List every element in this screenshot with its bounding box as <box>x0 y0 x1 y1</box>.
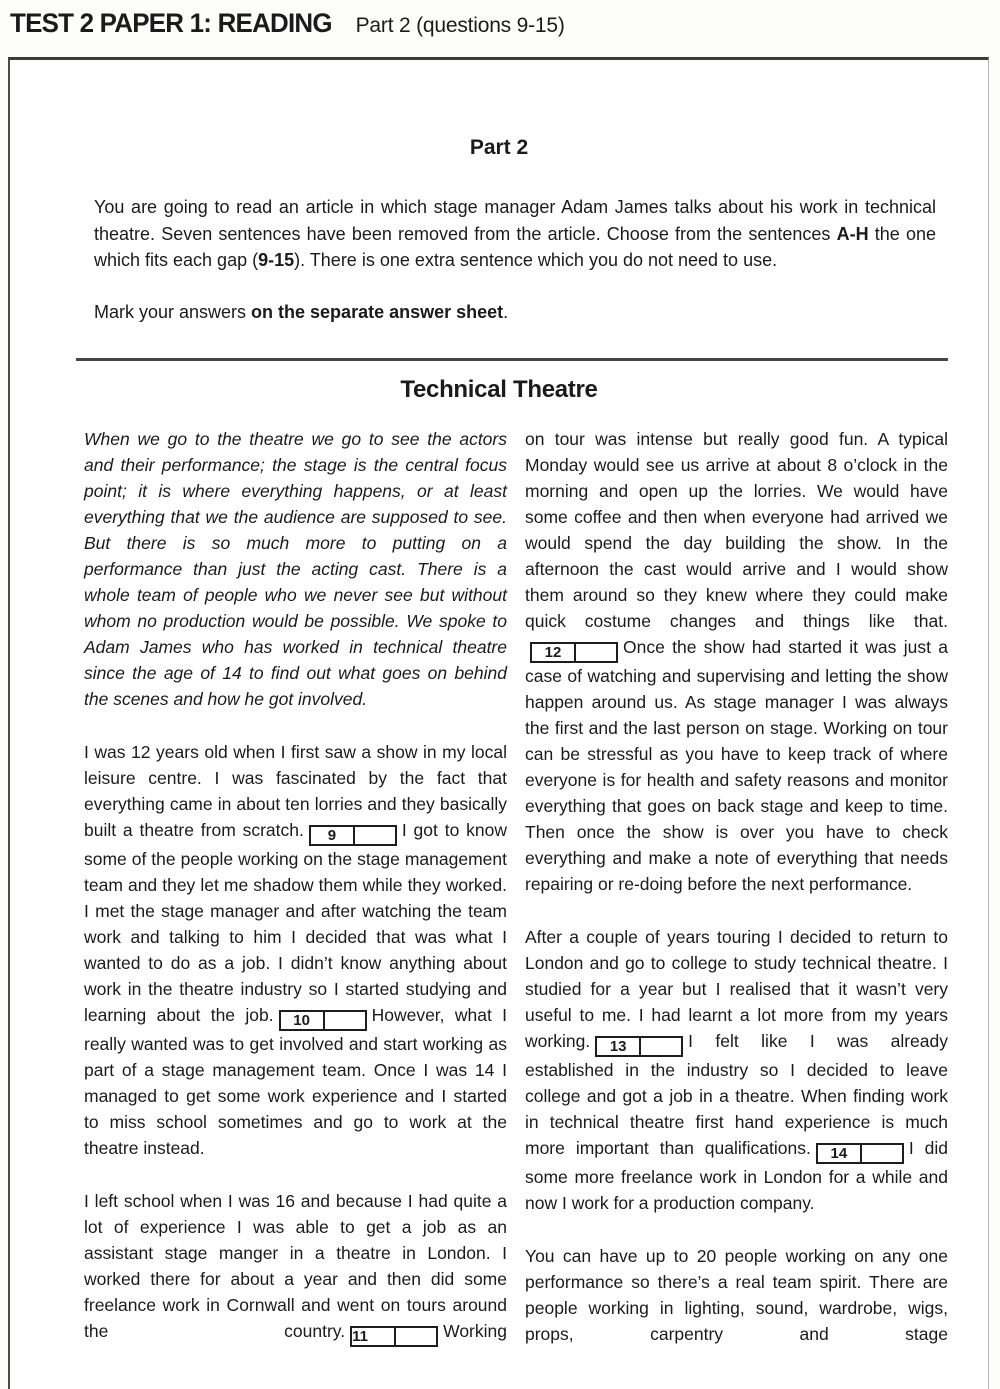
gap-box-12 <box>530 642 618 663</box>
gap-blank <box>325 1012 365 1029</box>
gap-blank <box>396 1328 436 1345</box>
paragraph-text: I felt like I was already established in the industry so I decided to leave college and got a job in a theatre. When finding work in technical theatre first hand experience is much more important than qualifications. <box>525 1031 948 1158</box>
gap-box-14 <box>816 1143 904 1164</box>
paragraph-text: I did some more freelance work in London for a while and now I work for a production company. <box>525 1138 949 1213</box>
instructions-paragraph <box>94 194 936 274</box>
gap-number: 11 <box>352 1328 396 1345</box>
gap-number: 12 <box>532 644 576 661</box>
mark-answers-text: Mark your answers <box>94 301 252 322</box>
page-title: TEST 2 PAPER 1: READING <box>10 8 332 38</box>
gap-blank <box>641 1038 681 1055</box>
paragraph-text: on tour was intense but really good fun. A typical Monday would see us arrive at about 8 o’clock in the morning and open up the lorries. We would have some coffee and then when everyone had arrived we would spend the day building the show. In the afternoon the cast would arrive and I would show them around so they knew where they could make quick costume changes and things like that. <box>525 429 948 631</box>
gap-box-11 <box>350 1326 438 1347</box>
gap-blank <box>576 644 616 661</box>
divider-rule <box>76 358 948 361</box>
paragraph-text: After a couple of years touring I decided to return to London and go to college to study technical theatre. I studied for a year but I realised that it wasn’t very useful to me. I had learnt a lot more from my years working. <box>525 927 948 1051</box>
paragraph-text: I left school when I was 16 and because I had quite a lot of experience I was able to get a job as an assistant stage manger in a theatre in London. I worked there for about a year and then did some freelance work in Cornwall and went on tours around the country. <box>84 1191 507 1341</box>
instructions-text: ). There is one extra sentence which you do not need to use. <box>294 250 778 270</box>
article-paragraph <box>84 1188 507 1347</box>
paragraph-text: I got to know some of the people working on the stage management team and they let me shadow them while they worked. I met the stage manager and after watching the team work and talking to him I decided that was what I wanted to do as a job. I didn’t know anything about work in the theatre industry so I started studying and learning about the job. <box>84 820 507 1025</box>
part-heading: Part 2 <box>469 136 529 159</box>
paragraph-text: I was 12 years old when I first saw a show in my local leisure centre. I was fascinated by the fact that everything came in about ten lorries and they basically built a theatre from scratch. <box>84 742 507 840</box>
article-paragraph <box>525 924 948 1216</box>
paragraph-text: Working <box>443 1321 507 1341</box>
article-paragraph <box>525 426 948 897</box>
instructions-text: You are going to read an article in which stage manager Adam James talks about his work in technical theatre. Seven sentences have been removed from the article. Choose from the sentences <box>94 197 936 244</box>
mark-answers-period: . <box>503 301 509 322</box>
paragraph-text: However, what I really wanted was to get involved and start working as part of a stage management team. Once I was 14 I managed to get some work experience and I started to miss school sometimes and go to work at the theatre instead. <box>84 1005 507 1158</box>
paragraph-text: Once the show had started it was just a case of watching and supervising and letting the show happen around us. As stage manager I was always the first and the last person on stage. Working on tour can be stressful as you have to keep track of where everyone is for health and safety reasons and monitor everything that goes on back stage and keep to time. Then once the show is over you have to check everything and make a note of everything that needs repairing or re-doing before the next performance. <box>525 637 948 894</box>
gap-number: 13 <box>597 1038 641 1055</box>
gap-box-9 <box>309 825 397 846</box>
instructions-text: the one which fits each gap ( <box>94 223 936 270</box>
gap-blank <box>862 1145 902 1162</box>
gap-number: 10 <box>281 1012 325 1029</box>
page-subtitle: Part 2 (questions 9-15) <box>355 14 565 37</box>
left-column <box>84 426 507 1347</box>
right-column <box>525 426 948 1347</box>
article-columns <box>84 426 948 1347</box>
article-title: Technical Theatre <box>400 376 598 403</box>
mark-answers-line <box>94 299 936 326</box>
mark-answers-bold: on the separate answer sheet <box>251 301 504 322</box>
content-frame <box>8 57 989 1389</box>
gap-number: 14 <box>818 1145 862 1162</box>
article-paragraph <box>84 739 507 1161</box>
instructions-options-range: A-H <box>836 223 869 244</box>
instructions-gap-range: 9-15 <box>258 250 295 270</box>
article-intro-paragraph: When we go to the theatre we go to see the actors and their performance; the stage is the central focus point; it is where everything happens, or at least everything that we the audience are supposed to see. But there is so much more to putting on a performance than just the acting cast. There is a whole team of people who we never see but without whom no production would be possible. We spoke to Adam James who has worked in technical theatre since the age of 14 to find out what goes on behind the scenes and how he got involved. <box>84 429 507 709</box>
gap-box-10 <box>279 1010 367 1031</box>
gap-number: 9 <box>311 827 355 844</box>
gap-blank <box>355 827 395 844</box>
article-paragraph: You can have up to 20 people working on any one performance so there’s a real team spirit. There are people working in lighting, sound, wardrobe, wigs, props, carpentry and stage <box>525 1246 948 1344</box>
gap-box-13 <box>595 1036 683 1057</box>
page-header <box>10 8 565 39</box>
